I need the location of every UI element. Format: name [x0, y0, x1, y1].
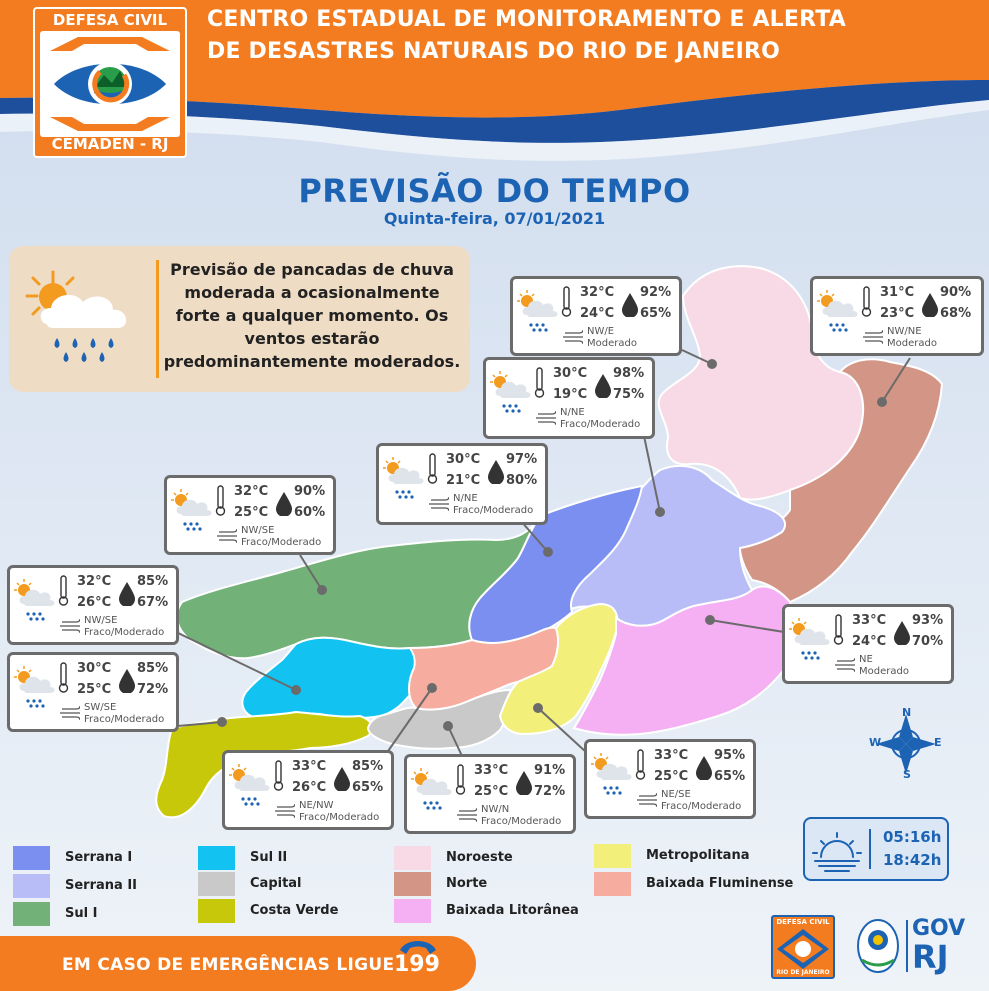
- sun-cloud-rain-icon: [167, 478, 237, 552]
- wind-icon: [60, 619, 80, 633]
- wind-direction: NE/SE: [661, 789, 691, 800]
- wind-speed: Fraco/Moderado: [84, 627, 165, 638]
- logo-top-text: DEFESA CIVIL: [52, 11, 168, 29]
- sun-cloud-rain-icon: [813, 279, 883, 353]
- humidity-max: 85%: [352, 759, 384, 774]
- rj-label: RJ: [912, 938, 949, 976]
- temp-max: 32°C: [77, 574, 112, 589]
- compass-west-label: W: [869, 736, 882, 749]
- wind-speed: Moderado: [887, 338, 937, 349]
- wind-direction: N/NE: [560, 407, 585, 418]
- humidity-min: 80%: [506, 473, 538, 488]
- wind-icon: [275, 804, 295, 818]
- thermometer-icon: [60, 576, 68, 605]
- wind-speed: Fraco/Moderado: [560, 419, 641, 430]
- footer-logo-top-text: DEFESA CIVIL: [776, 918, 830, 926]
- wind-icon: [429, 497, 449, 511]
- sun-cloud-rain-icon: [10, 655, 80, 729]
- humidity-min: 72%: [137, 682, 169, 697]
- wind-icon: [563, 330, 583, 344]
- forecast-card: [222, 750, 394, 830]
- wind-speed: Fraco/Moderado: [661, 801, 742, 812]
- rj-coat-of-arms-icon: [854, 916, 902, 976]
- wind-speed: Moderado: [859, 666, 909, 677]
- wind-direction: NW/SE: [241, 525, 275, 536]
- sunrise-icon: [807, 821, 867, 881]
- humidity-drop-icon: [274, 490, 294, 516]
- forecast-card: [810, 276, 984, 356]
- thermometer-icon: [217, 486, 225, 515]
- humidity-max: 98%: [613, 366, 645, 381]
- humidity-min: 65%: [714, 769, 746, 784]
- legend-swatch: [198, 846, 235, 870]
- humidity-min: 65%: [640, 306, 672, 321]
- thermometer-icon: [835, 615, 843, 644]
- thermometer-icon: [863, 287, 871, 316]
- wind-direction: SW/SE: [84, 702, 117, 713]
- gov-label: GOV: [912, 916, 966, 941]
- thermometer-icon: [60, 663, 68, 692]
- temp-min: 24°C: [852, 634, 887, 649]
- humidity-drop-icon: [694, 754, 714, 780]
- temp-max: 31°C: [880, 285, 915, 300]
- compass-east-label: E: [934, 736, 942, 749]
- legend-label: Baixada Fluminense: [646, 876, 794, 891]
- temp-max: 33°C: [474, 763, 509, 778]
- temp-min: 24°C: [580, 306, 615, 321]
- temp-min: 19°C: [553, 387, 588, 402]
- wind-direction: NE: [859, 654, 873, 665]
- temp-max: 33°C: [654, 748, 689, 763]
- humidity-min: 65%: [352, 780, 384, 795]
- wind-icon: [637, 793, 657, 807]
- legend-swatch: [13, 846, 50, 870]
- legend-swatch: [594, 872, 631, 896]
- wind-speed: Fraco/Moderado: [299, 812, 380, 823]
- wind-icon: [217, 529, 237, 543]
- temp-min: 25°C: [474, 784, 509, 799]
- phone-icon: [398, 936, 438, 960]
- footer-logo-bottom-text: RIO DE JANEIRO: [776, 969, 830, 976]
- wind-direction: NW/NE: [887, 326, 922, 337]
- legend-swatch: [198, 872, 235, 896]
- thermometer-icon: [457, 765, 465, 794]
- humidity-min: 72%: [534, 784, 566, 799]
- wind-speed: Fraco/Moderado: [241, 537, 322, 548]
- temp-max: 30°C: [446, 452, 481, 467]
- sun-cloud-rain-icon: [225, 753, 295, 827]
- legend-swatch: [394, 872, 431, 896]
- temp-min: 21°C: [446, 473, 481, 488]
- sun-cloud-rain-icon: [407, 757, 477, 831]
- wind-direction: NE/NW: [299, 800, 334, 811]
- legend-label: Sul II: [250, 850, 288, 865]
- sunrise-sunset-box: [803, 817, 949, 881]
- logo-bottom-text: CEMADEN - RJ: [51, 135, 169, 153]
- sun-cloud-rain-icon: [10, 568, 80, 642]
- legend-label: Sul I: [65, 906, 98, 921]
- sun-cloud-rain-icon: [785, 607, 855, 681]
- temp-min: 26°C: [292, 780, 327, 795]
- sun-divider: [869, 829, 871, 869]
- wind-icon: [536, 411, 556, 425]
- legend-swatch: [394, 899, 431, 923]
- legend-label: Serrana I: [65, 850, 133, 865]
- header-title-line2: DE DESASTRES NATURAIS DO RIO DE JANEIRO: [207, 39, 781, 64]
- legend-label: Noroeste: [446, 850, 513, 865]
- emergency-number[interactable]: 199: [394, 952, 440, 977]
- humidity-min: 75%: [613, 387, 645, 402]
- humidity-max: 97%: [506, 452, 538, 467]
- header-title-line1: CENTRO ESTADUAL DE MONITORAMENTO E ALERTA: [207, 7, 847, 32]
- thermometer-icon: [563, 287, 571, 316]
- legend-label: Capital: [250, 876, 302, 891]
- temp-max: 30°C: [77, 661, 112, 676]
- sunrise-time: 05:16h: [883, 828, 942, 846]
- temp-max: 33°C: [292, 759, 327, 774]
- wind-speed: Fraco/Moderado: [453, 505, 534, 516]
- wind-icon: [835, 658, 855, 672]
- thermometer-icon: [637, 750, 645, 779]
- sun-cloud-rain-icon: [513, 279, 583, 353]
- thermometer-icon: [536, 368, 544, 397]
- temp-max: 32°C: [580, 285, 615, 300]
- temp-max: 33°C: [852, 613, 887, 628]
- defesa-civil-rj-logo: [771, 915, 835, 979]
- legend-swatch: [198, 899, 235, 923]
- forecast-card: [483, 357, 655, 439]
- humidity-max: 92%: [640, 285, 672, 300]
- wind-direction: NW/E: [587, 326, 615, 337]
- legend-label: Costa Verde: [250, 903, 339, 918]
- forecast-date: Quinta-feira, 07/01/2021: [383, 209, 606, 228]
- humidity-min: 70%: [912, 634, 944, 649]
- legend-swatch: [13, 874, 50, 898]
- humidity-max: 85%: [137, 574, 169, 589]
- temp-max: 30°C: [553, 366, 588, 381]
- humidity-drop-icon: [117, 667, 137, 693]
- sun-cloud-rain-icon: [379, 446, 449, 520]
- defesa-civil-emblem-icon: [773, 927, 833, 971]
- humidity-max: 90%: [294, 484, 326, 499]
- wind-speed: Fraco/Moderado: [84, 714, 165, 725]
- legend-label: Metropolitana: [646, 848, 750, 863]
- humidity-drop-icon: [620, 291, 640, 317]
- forecast-card: [164, 475, 336, 555]
- sunset-time: 18:42h: [883, 851, 942, 869]
- compass-north-label: N: [902, 706, 912, 719]
- legend-label: Norte: [446, 876, 488, 891]
- summary-text: Previsão de pancadas de chuva moderada a ocasionalmente forte a qualquer momento. Os ventos estarão predominantemente moderados.: [163, 260, 461, 371]
- forecast-card: [376, 443, 548, 525]
- forecast-card: [584, 739, 756, 819]
- humidity-max: 90%: [940, 285, 972, 300]
- temp-min: 25°C: [77, 682, 112, 697]
- footer-divider: [906, 920, 908, 972]
- humidity-drop-icon: [332, 765, 352, 791]
- humidity-min: 68%: [940, 306, 972, 321]
- forecast-card: [404, 754, 576, 834]
- emergency-text: EM CASO DE EMERGÊNCIAS LIGUE: [62, 955, 395, 975]
- legend-swatch: [394, 846, 431, 870]
- legend-label: Baixada Litorânea: [446, 903, 579, 918]
- temp-min: 26°C: [77, 595, 112, 610]
- humidity-drop-icon: [920, 291, 940, 317]
- humidity-drop-icon: [593, 372, 613, 398]
- temp-min: 23°C: [880, 306, 915, 321]
- humidity-drop-icon: [486, 458, 506, 484]
- humidity-min: 60%: [294, 505, 326, 520]
- wind-speed: Moderado: [587, 338, 637, 349]
- page-title: PREVISÃO DO TEMPO: [298, 172, 691, 210]
- compass-south-label: S: [903, 768, 911, 781]
- thermometer-icon: [429, 454, 437, 483]
- humidity-max: 95%: [714, 748, 746, 763]
- humidity-max: 91%: [534, 763, 566, 778]
- legend-swatch: [594, 844, 631, 868]
- thermometer-icon: [275, 761, 283, 790]
- humidity-drop-icon: [117, 580, 137, 606]
- wind-direction: NW/SE: [84, 615, 118, 626]
- emergency-banner: [0, 936, 476, 991]
- forecast-card: [510, 276, 682, 356]
- humidity-max: 85%: [137, 661, 169, 676]
- forecast-card: [782, 604, 954, 684]
- temp-max: 32°C: [234, 484, 269, 499]
- humidity-drop-icon: [514, 769, 534, 795]
- wind-direction: NW/N: [481, 804, 510, 815]
- forecast-card: [7, 565, 179, 645]
- sun-cloud-rain-icon: [587, 742, 657, 816]
- humidity-min: 67%: [137, 595, 169, 610]
- wind-direction: N/NE: [453, 493, 478, 504]
- humidity-max: 93%: [912, 613, 944, 628]
- forecast-card: [7, 652, 179, 732]
- wind-icon: [863, 330, 883, 344]
- legend-label: Serrana II: [65, 878, 138, 893]
- wind-speed: Fraco/Moderado: [481, 816, 562, 827]
- temp-min: 25°C: [654, 769, 689, 784]
- sun-cloud-rain-icon: [486, 360, 556, 434]
- humidity-drop-icon: [892, 619, 912, 645]
- wind-icon: [457, 808, 477, 822]
- legend-swatch: [13, 902, 50, 926]
- wind-icon: [60, 706, 80, 720]
- temp-min: 25°C: [234, 505, 269, 520]
